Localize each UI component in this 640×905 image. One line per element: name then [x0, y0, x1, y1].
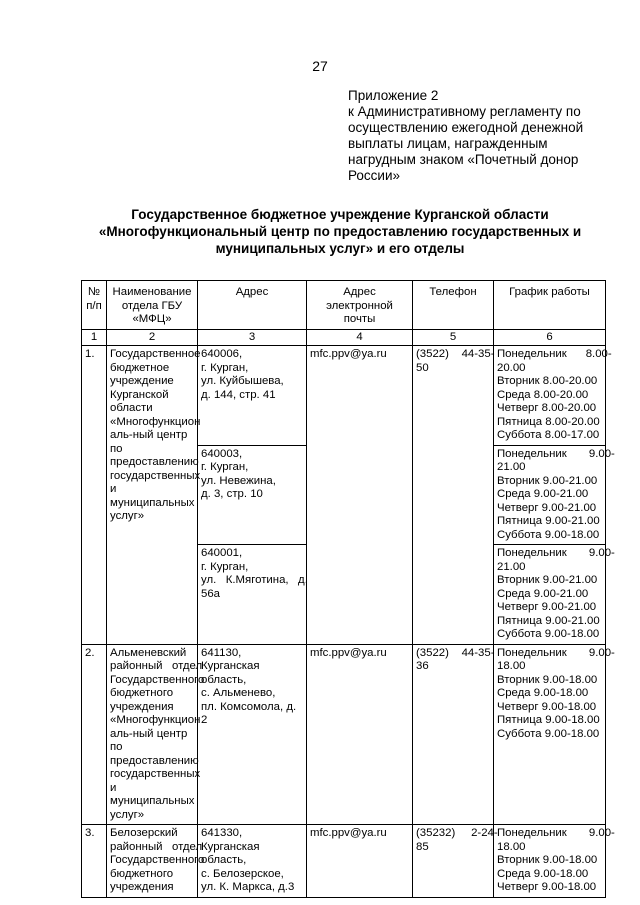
header-name: Наименование отдела ГБУ «МФЦ» — [107, 281, 198, 330]
column-number: 2 — [107, 329, 198, 346]
office-address: 640003, г. Курган, ул. Невежина, д. 3, стр. 10 — [198, 445, 307, 545]
office-name: Государственное бюджетное учреждение Курганской области «Многофункцион аль-ный центр по предоставлению государственных и муниципальных услуг» — [107, 346, 198, 645]
column-number: 6 — [494, 329, 606, 346]
appendix-line: Приложение 2 — [348, 88, 439, 103]
header-address: Адрес — [198, 281, 307, 330]
table-row — [82, 644, 606, 825]
column-number: 5 — [413, 329, 494, 346]
header-email: Адрес электронной почты — [307, 281, 413, 330]
office-name: Белозерский районный отдел Государственного бюджетного учреждения — [107, 825, 198, 898]
table-row — [82, 825, 606, 898]
office-email: mfc.ppv@ya.ru — [307, 346, 413, 645]
appendix-line: нагрудным знаком «Почетный донор — [348, 152, 579, 167]
title-line: «Многофункциональный центр по предоставлению государственных и — [98, 224, 582, 239]
office-name: Альменевский районный отдел Государственного бюджетного учреждения «Многофункцион аль-ный центр по предоставлению государственных и муниципальных услуг» — [107, 644, 198, 825]
column-number: 3 — [198, 329, 307, 346]
office-phone: (35232) 2-24- 85 — [413, 825, 494, 898]
column-number: 4 — [307, 329, 413, 346]
header-phone: Телефон — [413, 281, 494, 330]
table-row — [82, 346, 606, 446]
appendix-line: к Административному регламенту по — [348, 104, 581, 119]
column-number-row — [82, 329, 606, 346]
appendix-note — [348, 88, 588, 184]
office-schedule: Понедельник 9.00- 18.00 Вторник 9.00-18.00 Среда 9.00-18.00 Четверг 9.00-18.00 — [494, 825, 606, 898]
row-number: 3. — [82, 825, 107, 898]
appendix-line: осуществлению ежегодной денежной — [348, 120, 584, 135]
title-line: муниципальных услуг» и его отделы — [215, 241, 465, 256]
document-title — [70, 206, 610, 257]
title-line: Государственное бюджетное учреждение Курганской области — [131, 207, 549, 222]
office-schedule: Понедельник 8.00- 20.00 Вторник 8.00-20.00 Среда 8.00-20.00 Четверг 8.00-20.00 Пятница 8.00-20.00 Суббота 8.00-17.00 — [494, 346, 606, 446]
appendix-line: выплаты лицам, награжденным — [348, 136, 548, 151]
office-email: mfc.ppv@ya.ru — [307, 825, 413, 898]
header-num: № п/п — [82, 281, 107, 330]
office-address: 640006, г. Курган, ул. Куйбышева, д. 144, стр. 41 — [198, 346, 307, 446]
office-schedule: Понедельник 9.00- 18.00 Вторник 9.00-18.00 Среда 9.00-18.00 Четверг 9.00-18.00 Пятница 9.00-18.00 Суббота 9.00-18.00 — [494, 644, 606, 825]
row-number: 1. — [82, 346, 107, 645]
office-email: mfc.ppv@ya.ru — [307, 644, 413, 825]
appendix-line: России» — [348, 168, 401, 183]
office-address: 641130, Курганская область, с. Альменево, пл. Комсомола, д. 2 — [198, 644, 307, 825]
office-phone: (3522) 44-35- 36 — [413, 644, 494, 825]
column-number: 1 — [82, 329, 107, 346]
office-address: 641330, Курганская область, с. Белозерское, ул. К. Маркса, д.3 — [198, 825, 307, 898]
office-schedule: Понедельник 9.00- 21.00 Вторник 9.00-21.00 Среда 9.00-21.00 Четверг 9.00-21.00 Пятница 9.00-21.00 Суббота 9.00-18.00 — [494, 545, 606, 645]
header-schedule: График работы — [494, 281, 606, 330]
office-address: 640001, г. Курган, ул. К.Мяготина, д. 56а — [198, 545, 307, 645]
table-header-row — [82, 281, 606, 330]
office-phone: (3522) 44-35- 50 — [413, 346, 494, 645]
page-number: 27 — [312, 58, 328, 74]
row-number: 2. — [82, 644, 107, 825]
offices-table — [81, 280, 615, 898]
office-schedule: Понедельник 9.00- 21.00 Вторник 9.00-21.00 Среда 9.00-21.00 Четверг 9.00-21.00 Пятница 9.00-21.00 Суббота 9.00-18.00 — [494, 445, 606, 545]
